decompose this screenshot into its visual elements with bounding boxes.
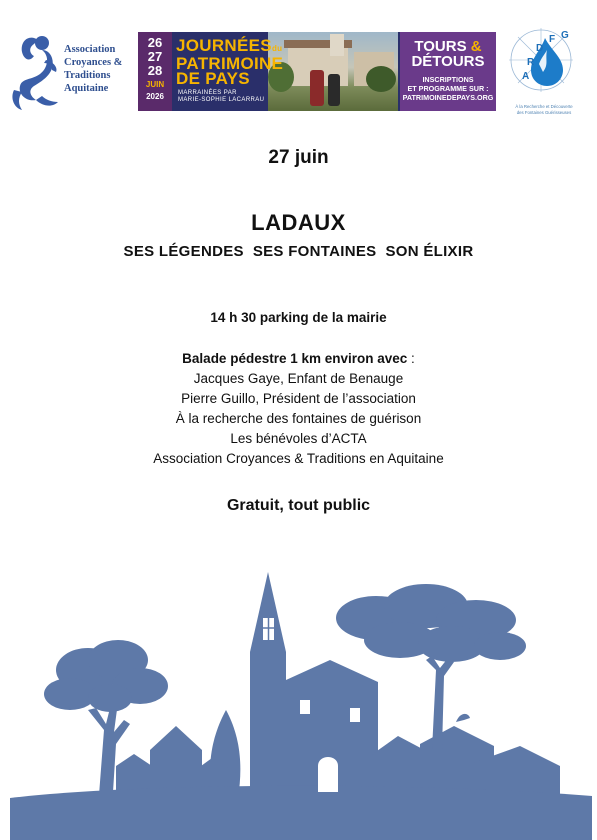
acta-logo-line: Aquitaine — [64, 83, 109, 94]
banner-inscription-line: INSCRIPTIONS — [422, 75, 474, 84]
banner-inscription-url: PATRIMOINEDEPAYS.ORG — [402, 93, 494, 102]
guide-line: Pierre Guillo, Président de l’association — [181, 391, 416, 406]
event-subtitle-part: SES LÉGENDES — [123, 243, 244, 260]
event-date: 27 juin — [268, 147, 329, 168]
guide-line: Les bénévoles d’ACTA — [230, 431, 367, 446]
event-subtitle-part: SON ÉLIXIR — [385, 243, 474, 260]
banner-photo — [268, 32, 398, 111]
walk-lead: Balade pédestre 1 km environ avec — [182, 351, 408, 366]
event-subtitle — [0, 243, 597, 260]
guide-line: À la recherche des fontaines de guérison — [175, 411, 422, 426]
guide-line: Jacques Gaye, Enfant de Benauge — [193, 371, 404, 386]
banner-day: 28 — [147, 63, 163, 78]
banner-tours-amp: & — [470, 38, 482, 55]
banner-marraine-line: MARRAINÉES PAR — [178, 90, 237, 96]
acta-logo-line: Traditions — [64, 70, 111, 81]
water-drop-compass-icon — [505, 24, 583, 104]
pricing-info: Gratuit, tout public — [226, 497, 371, 514]
patrimoine-banner — [138, 32, 496, 111]
guide-line: Association Croyances & Traditions en Aquitaine — [153, 451, 444, 466]
banner-marraine — [178, 90, 264, 104]
banner-title — [176, 38, 283, 86]
acta-logo-line: Croyances & — [64, 57, 123, 68]
rdfga-caption-line: À la Recherche et Découverte — [515, 104, 573, 109]
banner-tours-line: TOURS — [414, 38, 467, 55]
banner-month: JUIN — [145, 80, 165, 89]
rdfga-letter: F — [549, 34, 556, 45]
rdfga-letter: A — [522, 71, 530, 82]
rdfga-logo — [505, 24, 583, 124]
banner-marraine-line: MARIE-SOPHIE LACARRAU — [178, 97, 265, 103]
banner-tours-panel — [400, 32, 496, 111]
banner-year: 2026 — [146, 92, 164, 101]
village-silhouette-icon — [0, 560, 597, 840]
banner-title-du: du — [271, 44, 283, 53]
banner-tours — [400, 39, 496, 69]
rdfga-letter: D — [536, 43, 544, 54]
rdfga-caption — [505, 104, 583, 116]
rdfga-letter: R — [527, 57, 535, 68]
rdfga-letter: G — [561, 30, 569, 41]
meeting-info: 14 h 30 parking de la mairie — [210, 310, 387, 325]
banner-day: 27 — [147, 49, 163, 64]
banner-title-line: JOURNÉES — [176, 36, 272, 55]
walk-details — [0, 349, 597, 469]
event-place: LADAUX — [251, 210, 346, 235]
banner-title-line: DE PAYS — [176, 69, 250, 88]
banner-title-line: PATRIMOINE — [176, 54, 284, 73]
acta-logo — [8, 32, 138, 112]
event-subtitle-part: SES FONTAINES — [252, 243, 377, 260]
mermaid-icon — [8, 32, 64, 112]
banner-inscription — [402, 75, 494, 102]
banner-inscription-line: ET PROGRAMME SUR : — [407, 84, 489, 93]
rdfga-caption-line: des Fontaines Guérisseuses — [516, 110, 572, 115]
banner-day: 26 — [147, 35, 163, 50]
banner-tours-line: DÉTOURS — [411, 53, 485, 70]
walk-colon: : — [407, 351, 415, 366]
banner-dates — [138, 32, 172, 111]
acta-logo-line: Association — [64, 44, 116, 55]
header — [0, 0, 597, 130]
